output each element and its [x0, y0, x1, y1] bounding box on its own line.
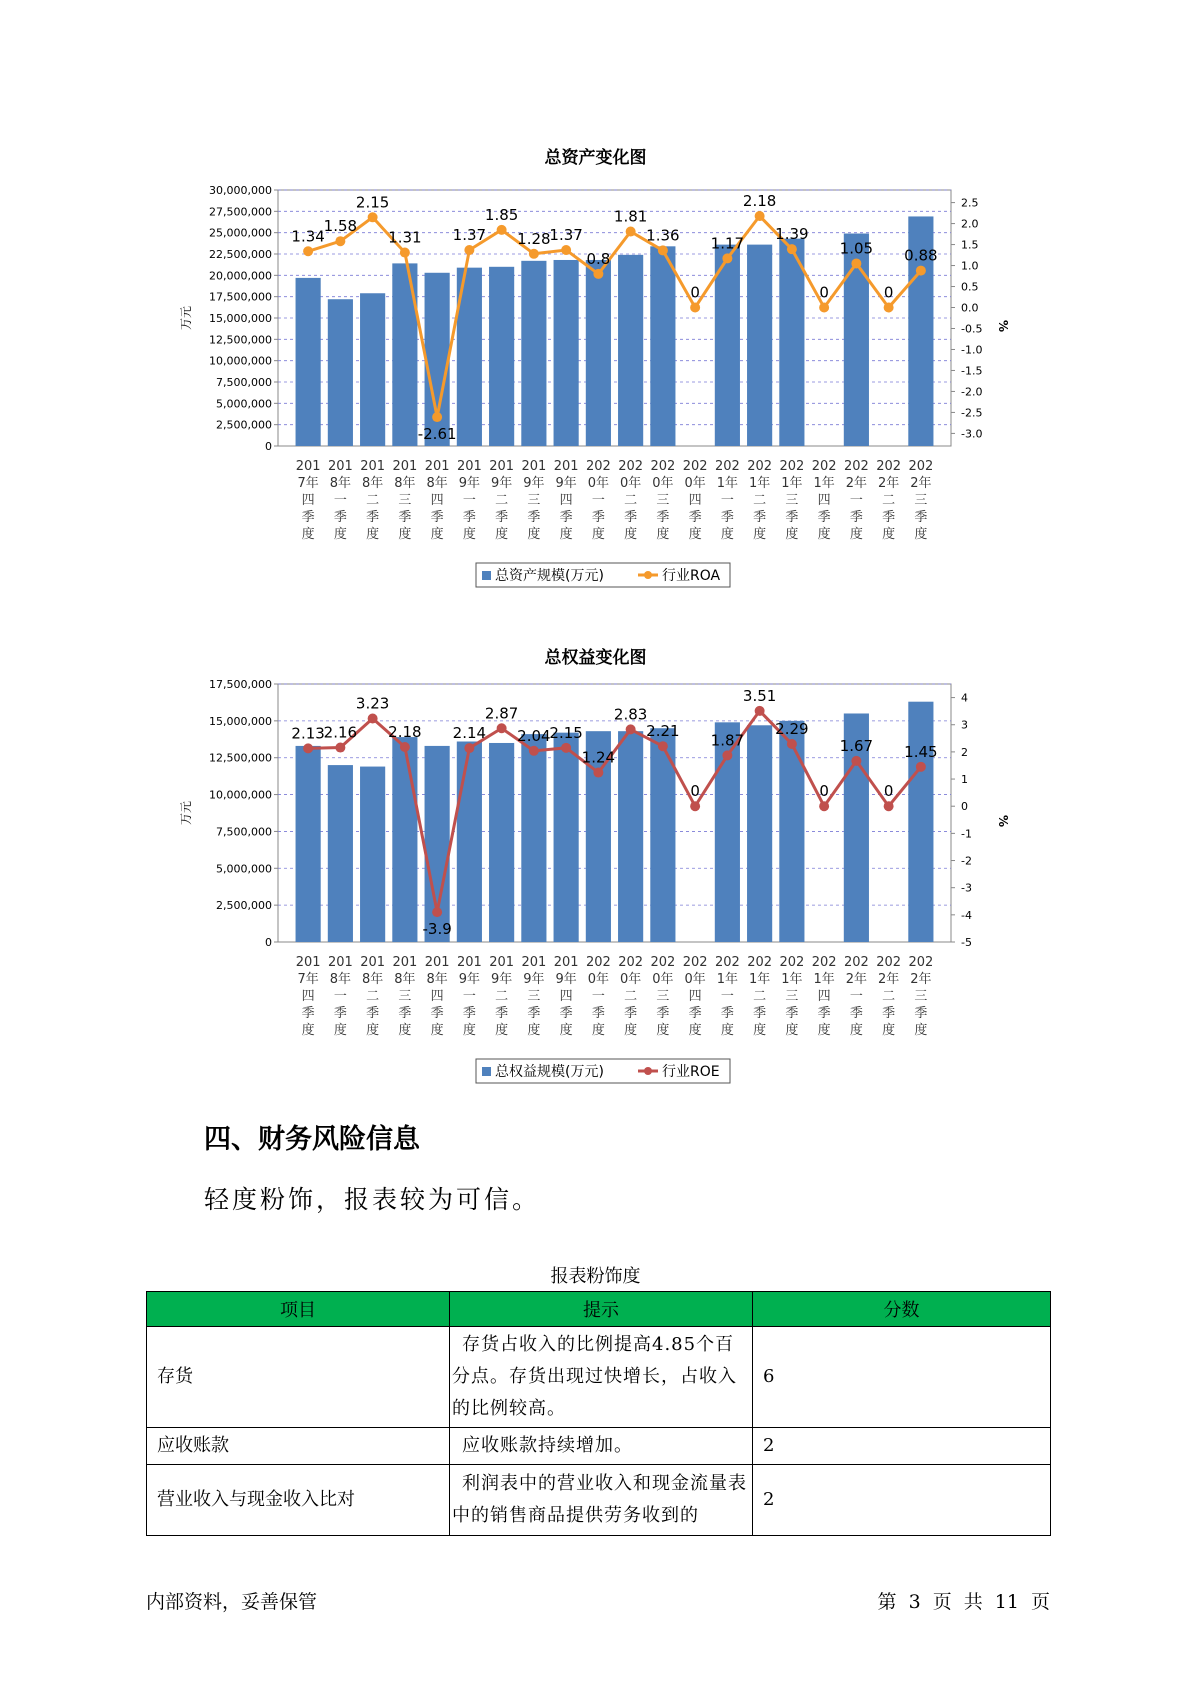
data-label: 1.17 [710, 234, 745, 253]
x-tick-label: 201 8年四季度 [424, 955, 450, 1038]
x-tick-label: 202 0年二季度 [618, 459, 644, 542]
x-tick-label: 202 1年四季度 [811, 459, 837, 542]
y-tick-label: 2,500,000 [216, 899, 272, 913]
y-tick-label: 7,500,000 [216, 376, 272, 389]
data-point [368, 713, 378, 723]
data-label: 2.29 [775, 720, 809, 739]
bar [747, 245, 772, 446]
data-label: 3.23 [355, 694, 390, 713]
data-label: 2.15 [549, 723, 583, 742]
y2-tick-label: 2.5 [961, 196, 979, 210]
bar [779, 239, 804, 446]
bar [489, 743, 514, 942]
y-tick-label: 12,500,000 [209, 751, 272, 765]
data-point [722, 750, 732, 760]
table-row [147, 1428, 1051, 1465]
bar [360, 767, 385, 942]
legend-bar-label: 总资产规模(万元) [495, 568, 604, 584]
row-score: 2 [753, 1428, 1051, 1465]
data-point [335, 743, 345, 753]
data-label: 1.81 [613, 207, 648, 226]
x-tick-label: 201 9年三季度 [521, 459, 547, 542]
x-tick-label: 202 0年三季度 [650, 459, 676, 542]
data-label: 1.37 [452, 226, 487, 245]
data-point [787, 244, 797, 254]
row-score: 2 [753, 1465, 1051, 1536]
data-label: -3.9 [422, 920, 452, 939]
bar [554, 260, 579, 446]
bar [392, 737, 417, 942]
x-tick-label: 201 7年四季度 [295, 955, 321, 1038]
data-point [464, 743, 474, 753]
data-label: 1.85 [484, 205, 519, 224]
data-label: 0.88 [904, 246, 938, 265]
data-label: 1.31 [388, 228, 422, 247]
y2-tick-label: 0.5 [961, 280, 979, 294]
data-point [658, 741, 668, 751]
data-point [368, 212, 378, 222]
asset-chart-title: 总资产变化图 [544, 148, 647, 168]
data-point [626, 724, 636, 734]
row-hint: 利润表中的营业收入和现金流量表中的销售商品提供劳务收到的 [450, 1465, 753, 1536]
x-tick-label: 202 1年二季度 [747, 459, 773, 542]
data-point [303, 743, 313, 753]
data-point [561, 245, 571, 255]
x-tick-label: 202 2年二季度 [876, 955, 902, 1038]
data-label: 1.45 [904, 742, 938, 761]
y-tick-label: 15,000,000 [209, 714, 272, 728]
x-tick-label: 201 7年四季度 [295, 459, 321, 542]
bar [521, 734, 546, 942]
x-tick-label: 202 1年四季度 [811, 955, 837, 1038]
y-tick-label: 17,500,000 [209, 290, 272, 304]
data-label: -2.61 [417, 425, 457, 444]
x-tick-label: 201 8年二季度 [360, 955, 386, 1038]
x-tick-label: 202 2年三季度 [908, 955, 934, 1038]
data-label: 0 [690, 782, 700, 801]
data-label: 0 [690, 283, 700, 302]
bar [618, 731, 643, 942]
y-tick-label: 22,500,000 [209, 248, 272, 261]
data-point [787, 739, 797, 749]
x-tick-label: 201 8年三季度 [392, 955, 418, 1038]
x-tick-label: 202 1年一季度 [714, 459, 740, 542]
bar [779, 721, 804, 942]
bar [328, 299, 353, 446]
y-tick-label: 0 [265, 440, 272, 453]
data-point [400, 742, 410, 752]
footer-confidential-note: 内部资料，妥善保管 [146, 1591, 318, 1613]
y2-tick-label: -2 [961, 854, 972, 868]
x-tick-label: 201 9年四季度 [553, 955, 579, 1038]
section-heading: 四、财务风险信息 [204, 1124, 420, 1155]
x-tick-label: 202 0年一季度 [585, 459, 611, 542]
row-score: 6 [753, 1327, 1051, 1428]
data-point [593, 269, 603, 279]
data-label: 1.87 [710, 731, 745, 750]
bar [489, 267, 514, 446]
legend-line-marker [644, 1067, 652, 1075]
data-point [432, 907, 442, 917]
data-label: 2.15 [355, 193, 390, 212]
y2-tick-label: -1 [961, 827, 972, 841]
data-point [916, 762, 926, 772]
data-label: 1.05 [839, 239, 874, 258]
data-label: 0 [819, 283, 829, 302]
x-tick-label: 202 0年二季度 [618, 955, 644, 1038]
data-point [884, 801, 894, 811]
x-tick-label: 201 8年三季度 [392, 459, 418, 542]
column-header-hint: 提示 [450, 1292, 753, 1327]
data-point [335, 236, 345, 246]
data-label: 1.28 [517, 229, 551, 248]
legend-bar-label: 总权益规模(万元) [495, 1064, 604, 1080]
data-point [851, 756, 861, 766]
column-header-score: 分数 [753, 1292, 1051, 1327]
data-label: 1.67 [839, 736, 874, 755]
table-row [147, 1327, 1051, 1428]
data-point [464, 245, 474, 255]
bar [521, 261, 546, 446]
legend-line-label: 行业ROE [662, 1064, 720, 1080]
y2-tick-label: -1.5 [961, 364, 983, 378]
x-tick-label: 202 1年二季度 [747, 955, 773, 1038]
y-tick-label: 25,000,000 [209, 226, 272, 240]
y-tick-label: 27,500,000 [209, 205, 272, 219]
y-tick-label: 17,500,000 [209, 680, 272, 691]
data-point [626, 227, 636, 237]
y-tick-label: 20,000,000 [209, 269, 272, 283]
bar [747, 725, 772, 942]
x-tick-label: 202 2年一季度 [843, 955, 869, 1038]
x-tick-label: 202 0年四季度 [682, 459, 708, 542]
y-axis-label: 万元 [179, 800, 193, 826]
data-label: 1.24 [581, 748, 616, 767]
y2-tick-label: -2.0 [961, 385, 983, 399]
data-label: 0 [883, 283, 894, 302]
data-point [529, 746, 539, 756]
data-point [755, 211, 765, 221]
data-label: 1.37 [549, 226, 583, 245]
y-tick-label: 15,000,000 [209, 312, 272, 325]
data-label: 2.16 [323, 723, 358, 742]
y2-tick-label: 1 [961, 773, 968, 787]
data-point [916, 266, 926, 276]
bar [586, 260, 611, 446]
y-tick-label: 0 [265, 936, 272, 949]
y-tick-label: 12,500,000 [209, 333, 272, 347]
row-item: 应收账款 [147, 1428, 450, 1465]
y2-axis-label: % [996, 814, 1010, 828]
total-assets-chart [0, 180, 1191, 620]
data-label: 1.36 [646, 226, 680, 245]
data-point [690, 303, 700, 313]
bar [457, 741, 482, 942]
data-label: 2.21 [646, 722, 680, 741]
bar [650, 246, 675, 446]
data-point [658, 245, 668, 255]
data-point [755, 706, 765, 716]
y-axis-label: 万元 [179, 305, 193, 331]
y2-tick-label: -1.0 [961, 343, 983, 357]
y2-tick-label: -5 [961, 936, 972, 949]
data-point [819, 801, 829, 811]
y2-tick-label: -0.5 [961, 322, 983, 336]
row-item: 存货 [147, 1327, 450, 1428]
data-point [593, 768, 603, 778]
x-tick-label: 201 8年一季度 [327, 459, 353, 542]
y2-tick-label: -4 [961, 908, 972, 922]
equity-chart-title: 总权益变化图 [544, 648, 647, 668]
y-tick-label: 10,000,000 [209, 788, 272, 802]
row-hint: 存货占收入的比例提高4.85个百分点。存货出现过快增长，占收入的比例较高。 [450, 1327, 753, 1428]
y2-tick-label: 0 [961, 800, 968, 814]
data-label: 2.13 [291, 724, 325, 743]
x-tick-label: 201 8年一季度 [327, 955, 353, 1038]
legend-line-label: 行业ROA [662, 568, 721, 584]
data-label: 0 [883, 782, 894, 801]
x-tick-label: 202 1年三季度 [779, 459, 805, 542]
x-tick-label: 202 2年二季度 [876, 459, 902, 542]
data-point [529, 249, 539, 259]
x-tick-label: 201 9年一季度 [456, 459, 482, 542]
y2-tick-label: -2.5 [961, 406, 983, 420]
data-point [497, 225, 507, 235]
data-label: 1.34 [291, 227, 325, 246]
y-tick-label: 10,000,000 [209, 354, 272, 368]
footer-page-number: 第 3 页 共 11 页 [877, 1591, 1050, 1613]
data-point [851, 258, 861, 268]
data-label: 1.39 [775, 225, 809, 244]
data-point [690, 801, 700, 811]
legend-bar-swatch [482, 1067, 491, 1076]
y2-tick-label: -3.0 [961, 427, 983, 441]
bar [554, 733, 579, 942]
y2-axis-label: % [996, 319, 1010, 333]
x-tick-label: 202 1年一季度 [714, 955, 740, 1038]
x-tick-label: 202 2年一季度 [843, 459, 869, 542]
data-label: 2.18 [742, 192, 777, 211]
bar [360, 293, 385, 446]
x-tick-label: 202 0年四季度 [682, 955, 708, 1038]
y-tick-label: 5,000,000 [216, 397, 272, 411]
y-tick-label: 30,000,000 [209, 184, 272, 197]
row-hint: 应收账款持续增加。 [450, 1428, 753, 1465]
x-tick-label: 201 8年二季度 [360, 459, 386, 542]
y2-tick-label: 1.5 [961, 238, 979, 252]
data-point [432, 412, 442, 422]
y2-tick-label: 2 [961, 745, 968, 759]
data-point [497, 723, 507, 733]
section-body: 轻度粉饰，报表较为可信。 [204, 1185, 541, 1214]
y-tick-label: 7,500,000 [216, 825, 272, 839]
data-label: 2.04 [517, 726, 551, 745]
x-tick-label: 201 9年四季度 [553, 459, 579, 542]
data-label: 2.87 [484, 704, 519, 723]
bar [618, 255, 643, 446]
data-point [303, 246, 313, 256]
legend-line-marker [644, 571, 652, 579]
bar [328, 765, 353, 942]
legend-bar-swatch [482, 571, 491, 580]
data-point [819, 303, 829, 313]
x-tick-label: 202 2年三季度 [908, 459, 934, 542]
table-header-row [147, 1292, 1051, 1327]
y2-tick-label: 0.0 [961, 301, 979, 315]
y2-tick-label: 3 [961, 718, 968, 732]
y-tick-label: 2,500,000 [216, 418, 272, 432]
data-point [884, 303, 894, 313]
bar [296, 278, 321, 446]
x-tick-label: 201 9年一季度 [456, 955, 482, 1038]
data-label: 2.83 [613, 705, 648, 724]
y2-tick-label: 1.0 [961, 259, 979, 273]
data-point [561, 743, 571, 753]
data-label: 3.51 [742, 686, 777, 705]
data-label: 2.14 [452, 724, 487, 743]
bar [908, 702, 933, 942]
table-row [147, 1465, 1051, 1536]
y-tick-label: 5,000,000 [216, 862, 272, 876]
column-header-item: 项目 [147, 1292, 450, 1327]
bar [296, 746, 321, 942]
table-caption: 报表粉饰度 [550, 1266, 641, 1287]
data-label: 0.8 [586, 249, 611, 268]
x-tick-label: 202 1年三季度 [779, 955, 805, 1038]
data-point [722, 253, 732, 263]
x-tick-label: 202 0年三季度 [650, 955, 676, 1038]
data-label: 2.18 [388, 723, 422, 742]
y2-tick-label: 2.0 [961, 217, 979, 231]
x-tick-label: 201 9年二季度 [489, 459, 515, 542]
data-label: 0 [819, 782, 829, 801]
window-dressing-table [146, 1291, 1051, 1536]
x-tick-label: 201 9年二季度 [489, 955, 515, 1038]
data-point [400, 248, 410, 258]
x-tick-label: 201 9年三季度 [521, 955, 547, 1038]
y2-tick-label: 4 [961, 691, 968, 705]
bar [715, 245, 740, 446]
row-item: 营业收入与现金收入比对 [147, 1465, 450, 1536]
data-label: 1.58 [323, 217, 358, 236]
total-equity-chart [0, 680, 1191, 1100]
x-tick-label: 201 8年四季度 [424, 459, 450, 542]
y2-tick-label: -3 [961, 881, 972, 895]
x-tick-label: 202 0年一季度 [585, 955, 611, 1038]
